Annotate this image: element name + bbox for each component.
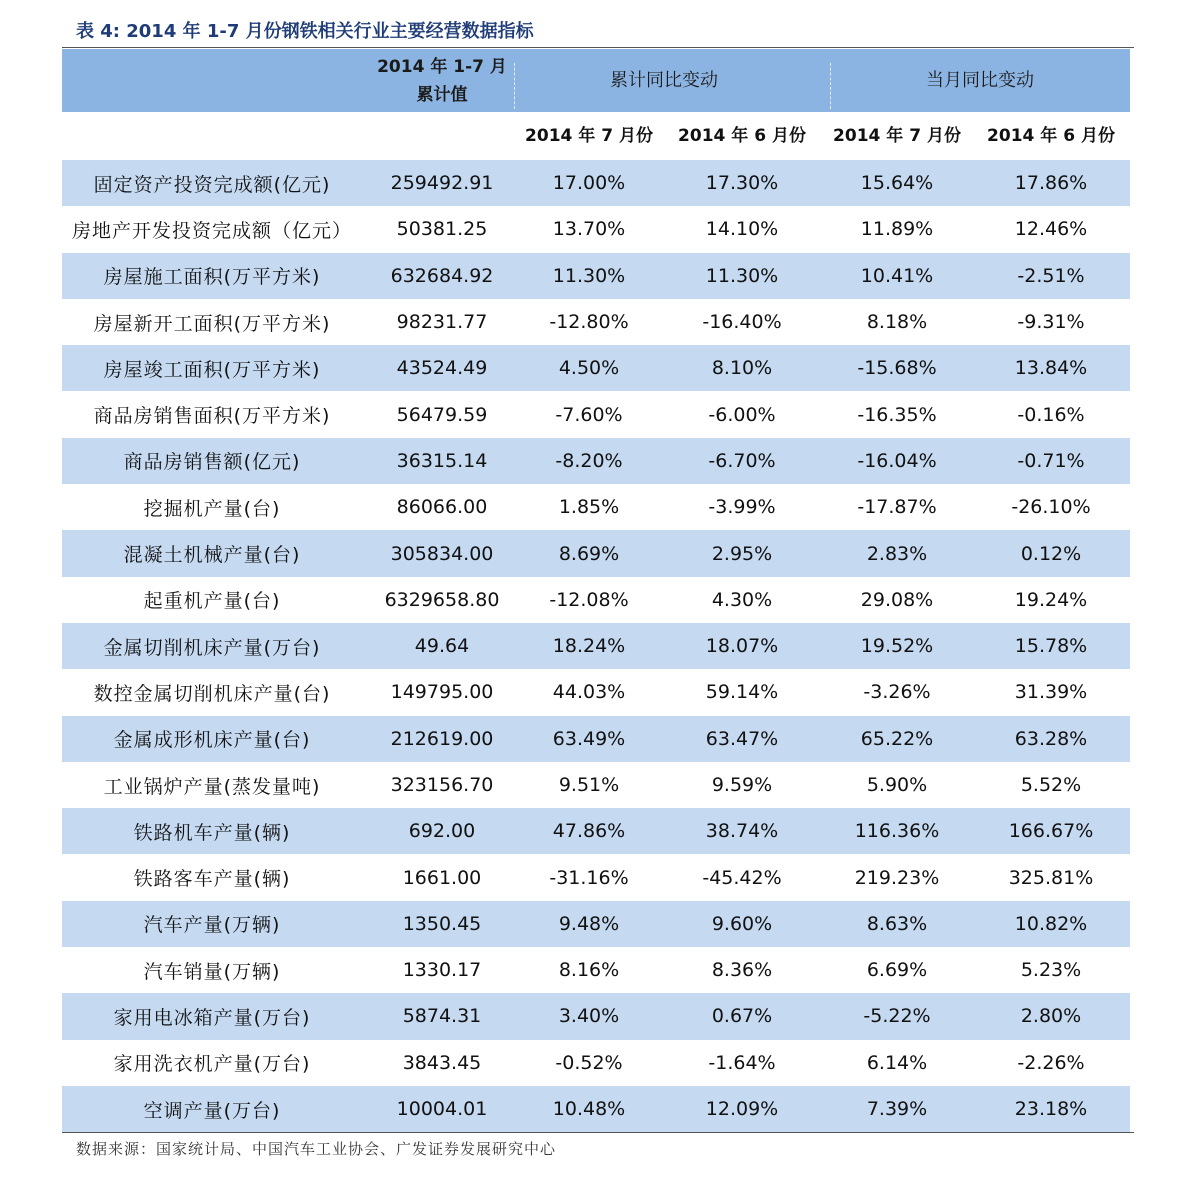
header-mon-jul: 2014 年 7 月份 xyxy=(833,126,961,146)
row-label: 汽车产量(万辆) xyxy=(143,914,281,937)
row-cum-jun: 38.74% xyxy=(705,820,779,843)
table-row xyxy=(62,1040,1130,1086)
row-cum-value: 1330.17 xyxy=(402,959,482,982)
row-mon-jun: 10.82% xyxy=(1014,912,1088,935)
row-label: 金属切削机床产量(万台) xyxy=(103,636,321,659)
table-row xyxy=(62,808,1130,854)
row-cum-jun: -3.99% xyxy=(708,496,776,519)
row-cum-value: 3843.45 xyxy=(402,1051,482,1074)
table-row xyxy=(62,299,1130,345)
title-rule xyxy=(62,47,1134,48)
row-mon-jun: 166.67% xyxy=(1008,820,1094,843)
row-cum-jun: 12.09% xyxy=(705,1098,779,1121)
row-mon-jun: 17.86% xyxy=(1014,172,1088,195)
row-cum-jun: 0.67% xyxy=(711,1005,773,1028)
row-cum-jun: -45.42% xyxy=(702,866,782,889)
row-cum-jun: 11.30% xyxy=(705,264,779,287)
row-mon-jun: 63.28% xyxy=(1014,727,1088,750)
row-mon-jul: 2.83% xyxy=(866,542,928,565)
row-cum-jun: 9.59% xyxy=(711,774,773,796)
row-cum-value: 43524.49 xyxy=(396,357,488,380)
row-mon-jul: 10.41% xyxy=(860,264,934,287)
row-label: 商品房销售面积(万平方米) xyxy=(93,405,331,428)
row-mon-jul: -3.26% xyxy=(863,681,931,704)
header-cum-jul: 2014 年 7 月份 xyxy=(525,126,653,146)
row-label: 挖掘机产量(台) xyxy=(143,497,281,520)
row-mon-jul: 15.64% xyxy=(860,172,934,195)
row-mon-jun: 19.24% xyxy=(1014,588,1088,611)
row-mon-jul: 5.90% xyxy=(866,774,928,796)
row-cum-value: 10004.01 xyxy=(396,1098,488,1121)
row-label: 起重机产量(台) xyxy=(143,590,281,613)
row-label: 房屋新开工面积(万平方米) xyxy=(93,312,331,335)
row-mon-jun: 23.18% xyxy=(1014,1098,1088,1121)
row-mon-jun: 5.23% xyxy=(1020,959,1082,982)
row-label: 商品房销售额(亿元) xyxy=(123,451,301,474)
row-mon-jul: -16.04% xyxy=(857,449,937,472)
row-cum-value: 149795.00 xyxy=(390,681,494,704)
row-mon-jul: 65.22% xyxy=(860,727,934,750)
row-cum-jul: -31.16% xyxy=(549,866,629,889)
header-mon-jun: 2014 年 6 月份 xyxy=(987,126,1115,146)
table-row xyxy=(62,623,1130,669)
table-row xyxy=(62,901,1130,947)
row-cum-value: 259492.91 xyxy=(390,172,494,195)
row-cum-value: 323156.70 xyxy=(390,774,494,796)
row-cum-value: 632684.92 xyxy=(390,264,494,287)
header-cum-jun: 2014 年 6 月份 xyxy=(678,126,806,146)
row-cum-value: 212619.00 xyxy=(390,727,494,750)
row-cum-jul: 9.51% xyxy=(558,774,620,796)
table-row xyxy=(62,160,1130,206)
row-label: 家用洗衣机产量(万台) xyxy=(113,1053,311,1076)
row-label: 混凝土机械产量(台) xyxy=(123,544,301,567)
row-cum-jun: 9.60% xyxy=(711,912,773,935)
row-cum-jul: 11.30% xyxy=(552,264,626,287)
row-cum-jul: 63.49% xyxy=(552,727,626,750)
row-mon-jun: 15.78% xyxy=(1014,635,1088,658)
row-label: 铁路客车产量(辆) xyxy=(133,868,291,891)
row-mon-jun: 31.39% xyxy=(1014,681,1088,704)
row-label: 固定资产投资完成额(亿元) xyxy=(93,173,331,196)
row-mon-jul: 7.39% xyxy=(866,1098,928,1121)
row-mon-jun: 2.80% xyxy=(1020,1005,1082,1028)
table-row xyxy=(62,484,1130,530)
row-mon-jun: 0.12% xyxy=(1020,542,1082,565)
row-cum-jul: 10.48% xyxy=(552,1098,626,1121)
row-label: 房地产开发投资完成额（亿元） xyxy=(71,219,352,242)
row-cum-value: 6329658.80 xyxy=(384,588,500,611)
row-cum-value: 1350.45 xyxy=(402,912,482,935)
row-cum-value: 5874.31 xyxy=(402,1005,482,1028)
row-cum-value: 50381.25 xyxy=(396,218,488,241)
row-mon-jul: -17.87% xyxy=(857,496,937,519)
row-label: 汽车销量(万辆) xyxy=(143,960,281,983)
row-cum-jun: 17.30% xyxy=(705,172,779,195)
header-cumulative-value: 2014 年 1-7 月 累计值 xyxy=(377,56,507,105)
header-group-row xyxy=(62,49,1130,112)
table-row xyxy=(62,669,1130,715)
row-cum-jun: 59.14% xyxy=(705,681,779,704)
table-row xyxy=(62,993,1130,1039)
row-mon-jun: 5.52% xyxy=(1020,774,1082,796)
row-cum-jul: 17.00% xyxy=(552,172,626,195)
table-row xyxy=(62,438,1130,484)
row-cum-value: 305834.00 xyxy=(390,542,494,565)
table-row xyxy=(62,253,1130,299)
row-cum-jul: 1.85% xyxy=(558,496,620,519)
table-row xyxy=(62,716,1130,762)
row-cum-jul: 47.86% xyxy=(552,820,626,843)
row-mon-jun: -2.51% xyxy=(1017,264,1085,287)
header-monthly-yoy: 当月同比变动 xyxy=(926,70,1034,91)
row-cum-value: 86066.00 xyxy=(396,496,488,519)
row-cum-jun: 14.10% xyxy=(705,218,779,241)
row-cum-jul: 44.03% xyxy=(552,681,626,704)
row-cum-jun: -1.64% xyxy=(708,1051,776,1074)
row-mon-jul: 116.36% xyxy=(854,820,940,843)
row-cum-jun: 63.47% xyxy=(705,727,779,750)
row-mon-jun: -9.31% xyxy=(1017,311,1085,334)
row-mon-jun: 325.81% xyxy=(1008,866,1094,889)
row-cum-jul: 18.24% xyxy=(552,635,626,658)
row-mon-jun: -26.10% xyxy=(1011,496,1091,519)
row-mon-jul: -15.68% xyxy=(857,357,937,380)
row-label: 金属成形机床产量(台) xyxy=(113,729,311,752)
row-cum-jun: 4.30% xyxy=(711,588,773,611)
table-row xyxy=(62,391,1130,437)
row-cum-jul: 3.40% xyxy=(558,1005,620,1028)
row-label: 家用电冰箱产量(万台) xyxy=(113,1006,311,1029)
data-source-note: 数据来源：国家统计局、中国汽车工业协会、广发证券发展研究中心 xyxy=(76,1140,557,1158)
row-cum-jun: 2.95% xyxy=(711,542,773,565)
row-cum-jul: 8.16% xyxy=(558,959,620,982)
data-table-body xyxy=(62,160,1130,1132)
row-mon-jul: 6.14% xyxy=(866,1051,928,1074)
row-cum-jun: 8.36% xyxy=(711,959,773,982)
table-row xyxy=(62,762,1130,808)
row-mon-jun: -0.71% xyxy=(1017,449,1085,472)
table-row xyxy=(62,854,1130,900)
header-sub-row xyxy=(62,112,1130,160)
row-mon-jul: -16.35% xyxy=(857,403,937,426)
row-label: 数控金属切削机床产量(台) xyxy=(93,682,331,705)
row-cum-jul: -7.60% xyxy=(555,403,623,426)
row-label: 房屋施工面积(万平方米) xyxy=(103,266,321,289)
row-cum-jul: 4.50% xyxy=(558,357,620,380)
row-cum-value: 98231.77 xyxy=(396,311,488,334)
row-cum-value: 49.64 xyxy=(414,635,470,658)
row-mon-jul: -5.22% xyxy=(863,1005,931,1028)
row-cum-value: 36315.14 xyxy=(396,449,488,472)
row-cum-jun: 18.07% xyxy=(705,635,779,658)
table-row xyxy=(62,947,1130,993)
table-row xyxy=(62,530,1130,576)
table-title: 表 4: 2014 年 1-7 月份钢铁相关行业主要经营数据指标 xyxy=(76,21,534,42)
row-cum-jul: -12.08% xyxy=(549,588,629,611)
row-cum-value: 1661.00 xyxy=(402,866,482,889)
row-cum-value: 692.00 xyxy=(408,820,476,843)
table-row xyxy=(62,345,1130,391)
row-mon-jul: 6.69% xyxy=(866,959,928,982)
row-label: 房屋竣工面积(万平方米) xyxy=(103,358,321,381)
row-mon-jun: 12.46% xyxy=(1014,218,1088,241)
row-cum-jul: 13.70% xyxy=(552,218,626,241)
row-cum-jul: 8.69% xyxy=(558,542,620,565)
row-cum-jul: -12.80% xyxy=(549,311,629,334)
row-mon-jul: 219.23% xyxy=(854,866,940,889)
row-label: 空调产量(万台) xyxy=(143,1099,281,1122)
row-mon-jul: 29.08% xyxy=(860,588,934,611)
row-mon-jul: 8.18% xyxy=(866,311,928,334)
row-mon-jun: 13.84% xyxy=(1014,357,1088,380)
row-label: 铁路机车产量(辆) xyxy=(133,821,291,844)
row-mon-jul: 19.52% xyxy=(860,635,934,658)
row-mon-jul: 8.63% xyxy=(866,912,928,935)
row-mon-jul: 11.89% xyxy=(860,218,934,241)
table-row xyxy=(62,577,1130,623)
row-cum-jun: -6.00% xyxy=(708,403,776,426)
header-cumulative-yoy: 累计同比变动 xyxy=(610,70,718,91)
row-cum-jul: -8.20% xyxy=(555,449,623,472)
row-cum-jun: -16.40% xyxy=(702,311,782,334)
row-cum-jun: 8.10% xyxy=(711,357,773,380)
row-label: 工业锅炉产量(蒸发量吨) xyxy=(103,775,321,798)
row-cum-jun: -6.70% xyxy=(708,449,776,472)
table-row xyxy=(62,1086,1130,1132)
row-mon-jun: -0.16% xyxy=(1017,403,1085,426)
row-cum-jul: 9.48% xyxy=(558,912,620,935)
row-mon-jun: -2.26% xyxy=(1017,1051,1085,1074)
bottom-rule xyxy=(62,1132,1134,1133)
row-cum-jul: -0.52% xyxy=(555,1051,623,1074)
row-cum-value: 56479.59 xyxy=(396,403,488,426)
table-row xyxy=(62,206,1130,252)
